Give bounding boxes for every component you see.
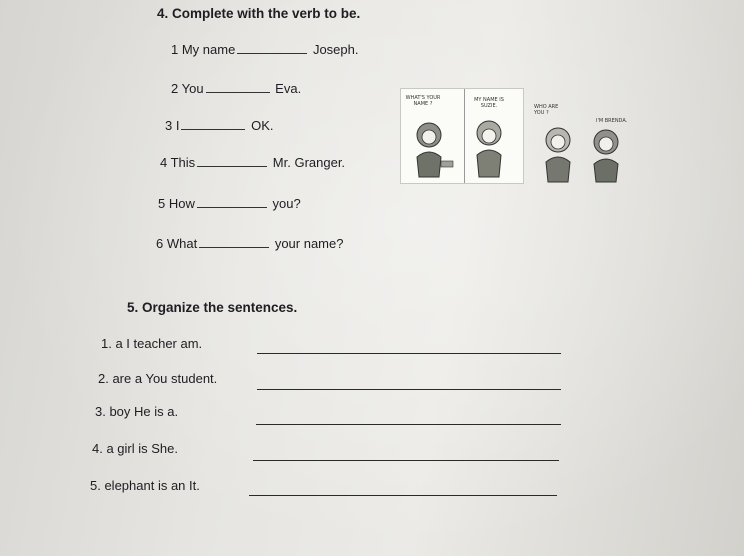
section-5-title: 5. Organize the sentences. <box>127 300 298 315</box>
item-prefix: 3 I <box>165 118 180 133</box>
answer-line-5[interactable] <box>249 495 557 496</box>
exercise-4-item-3 <box>165 117 274 133</box>
answer-line-2[interactable] <box>257 389 561 390</box>
cartoon-girl-2-illustration <box>586 126 626 184</box>
item-prefix: 4 This <box>160 155 196 170</box>
item-suffix: OK. <box>251 118 274 133</box>
fill-blank[interactable] <box>206 80 270 93</box>
organize-item-5: 5. elephant is an It. <box>90 478 200 493</box>
speech-bubble-3: WHO ARE YOU ? <box>534 104 559 116</box>
item-prefix: 5 How <box>158 196 195 211</box>
organize-item-4: 4. a girl is She. <box>92 441 178 456</box>
speech-bubble-2: MY NAME IS SUZIE. <box>474 97 504 109</box>
answer-line-3[interactable] <box>256 424 561 425</box>
item-prefix: 6 What <box>156 236 198 251</box>
exercise-4-item-5 <box>158 195 301 211</box>
speech-bubble-4: I'M BRENDA. <box>596 118 628 124</box>
item-prefix: 2 You <box>171 81 204 96</box>
speech-bubble-1: WHAT'S YOUR NAME ? <box>405 95 441 107</box>
exercise-4-item-2 <box>171 80 301 96</box>
answer-line-1[interactable] <box>257 353 561 354</box>
item-suffix: you? <box>272 196 301 211</box>
organize-item-3: 3. boy He is a. <box>95 404 179 419</box>
organize-item-1: 1. a I teacher am. <box>101 336 203 351</box>
organize-item-2: 2. are a You student. <box>98 371 218 386</box>
item-prefix: 1 My name <box>171 42 236 57</box>
cartoon-children-illustration <box>407 117 517 181</box>
fill-blank[interactable] <box>199 235 269 248</box>
exercise-4-item-4 <box>160 154 345 170</box>
answer-line-4[interactable] <box>253 460 559 461</box>
section-4-title: 4. Complete with the verb to be. <box>157 6 361 21</box>
fill-blank[interactable] <box>197 154 267 167</box>
item-suffix: Mr. Granger. <box>272 155 346 170</box>
item-suffix: your name? <box>274 236 344 251</box>
exercise-4-item-1 <box>171 41 358 57</box>
comic-strip <box>400 88 524 184</box>
cartoon-girl-illustration <box>540 124 576 184</box>
fill-blank[interactable] <box>237 41 307 54</box>
exercise-4-item-6 <box>156 235 343 251</box>
fill-blank[interactable] <box>181 117 245 130</box>
item-suffix: Eva. <box>275 81 302 96</box>
item-suffix: Joseph. <box>312 42 359 57</box>
fill-blank[interactable] <box>197 195 267 208</box>
